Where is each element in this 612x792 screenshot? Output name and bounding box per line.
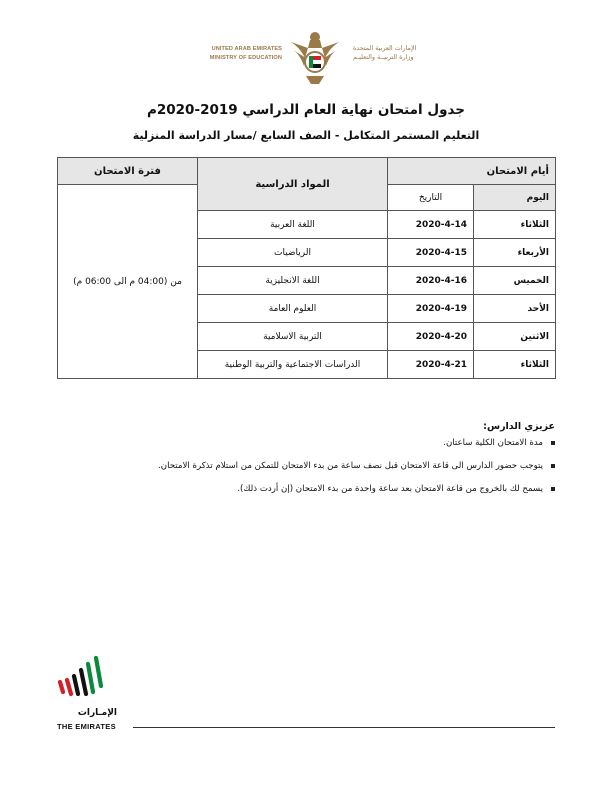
org-en-line2: MINISTRY OF EDUCATION xyxy=(209,55,282,61)
exam-schedule-table xyxy=(57,157,556,379)
header-exam-period: فترة الامتحان xyxy=(58,158,198,185)
note-text: مدة الامتحان الكلية ساعتان. xyxy=(443,438,543,448)
list-item xyxy=(160,484,555,495)
subject-cell: الرياضيات xyxy=(198,239,388,267)
page-subtitle: التعليم المستمر المتكامل - الصف السابع /مسار الدراسة المنزلية xyxy=(132,129,480,142)
list-item xyxy=(160,438,555,449)
day-cell: الثلاثاء xyxy=(474,351,556,379)
subject-cell: اللغة العربية xyxy=(198,211,388,239)
day-cell: الاثنين xyxy=(474,323,556,351)
uae-emblem-icon xyxy=(289,28,341,86)
header-exam-days: أيام الامتحان xyxy=(388,158,556,185)
subject-cell: التربية الاسلامية xyxy=(198,323,388,351)
day-cell: الخميس xyxy=(474,267,556,295)
note-text: يسمح لك بالخروج من قاعة الامتحان بعد ساعة واحدة من بدء الامتحان (إن أردت ذلك). xyxy=(237,484,543,494)
date-cell: 2020-4-21 xyxy=(388,351,474,379)
bullet-icon xyxy=(551,441,555,445)
footer-divider xyxy=(133,727,555,728)
subject-cell: العلوم العامة xyxy=(198,295,388,323)
date-cell: 2020-4-20 xyxy=(388,323,474,351)
subject-cell: اللغة الانجليزية xyxy=(198,267,388,295)
page-title: جدول امتحان نهاية العام الدراسي 2019-2020م xyxy=(146,102,466,118)
list-item xyxy=(160,461,555,472)
date-cell: 2020-4-15 xyxy=(388,239,474,267)
note-text: يتوجب حضور الدارس الى قاعة الامتحان قبل نصف ساعة من بدء الامتحان للتمكن من استلام تذكرة الامتحان. xyxy=(158,461,543,471)
day-cell: الأحد xyxy=(474,295,556,323)
header-subjects: المواد الدراسية xyxy=(198,158,388,211)
notes-heading: عزيزي الدارس: xyxy=(483,421,555,432)
date-cell: 2020-4-19 xyxy=(388,295,474,323)
day-cell: الأربعاء xyxy=(474,239,556,267)
ministry-name-arabic xyxy=(353,44,423,62)
bullet-icon xyxy=(551,464,555,468)
ministry-name-english xyxy=(200,45,282,63)
exam-period-cell: من (04:00 م الى 06:00 م) xyxy=(58,185,198,379)
brand-name-english: THE EMIRATES xyxy=(57,722,116,731)
org-ar-line1: الإمارات العربية المتحدة xyxy=(353,44,417,52)
table-header-row xyxy=(58,158,556,185)
day-cell: الثلاثاء xyxy=(474,211,556,239)
notes-list xyxy=(160,438,555,507)
date-cell: 2020-4-14 xyxy=(388,211,474,239)
emirates-brand-logo-icon xyxy=(57,650,107,700)
brand-name-arabic: الإمـارات xyxy=(77,708,117,718)
header-date: التاريخ xyxy=(388,185,474,211)
date-cell: 2020-4-16 xyxy=(388,267,474,295)
org-ar-line2: وزارة التربيــة والتعليـم xyxy=(353,53,414,61)
subject-cell: الدراسات الاجتماعية والتربية الوطنية xyxy=(198,351,388,379)
header-day: اليوم xyxy=(474,185,556,211)
bullet-icon xyxy=(551,487,555,491)
org-en-line1: UNITED ARAB EMIRATES xyxy=(211,46,282,52)
